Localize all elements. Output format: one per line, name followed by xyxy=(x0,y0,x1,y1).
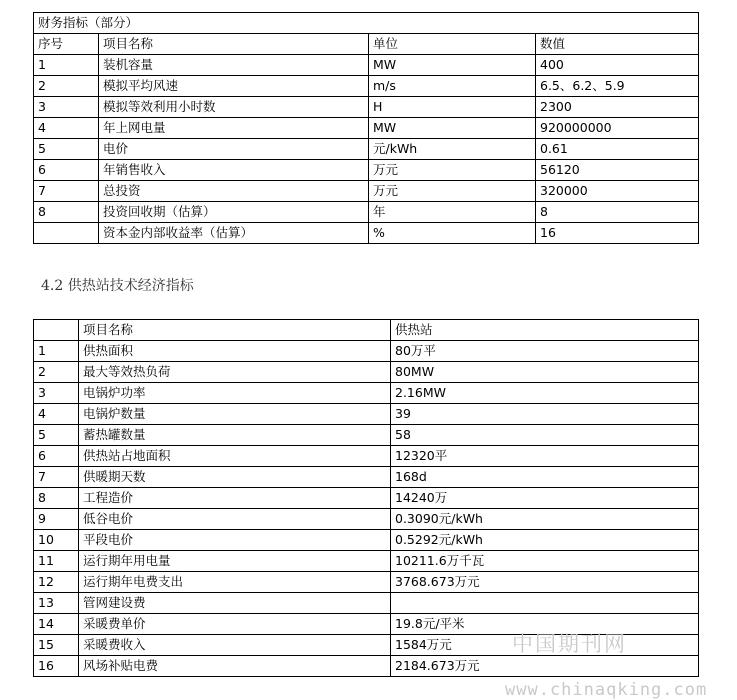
table-row xyxy=(34,593,699,614)
table-cell: 2.16MW xyxy=(391,383,699,404)
table-cell: m/s xyxy=(369,76,536,97)
table-cell: 14 xyxy=(34,614,79,635)
table-row xyxy=(34,467,699,488)
table-cell: 56120 xyxy=(536,160,699,181)
table-cell: 400 xyxy=(536,55,699,76)
table-row xyxy=(34,223,699,244)
table-row xyxy=(34,341,699,362)
table-cell: 16 xyxy=(536,223,699,244)
table-cell: 9 xyxy=(34,509,79,530)
table-cell: 采暖费单价 xyxy=(79,614,391,635)
table-cell: 万元 xyxy=(369,160,536,181)
table-cell: 1584万元 xyxy=(391,635,699,656)
table-row xyxy=(34,362,699,383)
table-row xyxy=(34,202,699,223)
table-cell: 管网建设费 xyxy=(79,593,391,614)
table-row xyxy=(34,551,699,572)
table-row xyxy=(34,488,699,509)
table-cell: 模拟等效利用小时数 xyxy=(99,97,369,118)
table-cell: 7 xyxy=(34,181,99,202)
table-cell: 2300 xyxy=(536,97,699,118)
table-cell: 168d xyxy=(391,467,699,488)
table-header-row xyxy=(34,34,699,55)
table-cell: 7 xyxy=(34,467,79,488)
table-cell: 0.61 xyxy=(536,139,699,160)
table-cell: 10 xyxy=(34,530,79,551)
table-cell: 8 xyxy=(536,202,699,223)
table-cell: 12320平 xyxy=(391,446,699,467)
table-cell: 13 xyxy=(34,593,79,614)
table-row xyxy=(34,404,699,425)
header-cell: 供热站 xyxy=(391,320,699,341)
table-header-row xyxy=(34,320,699,341)
table-cell: 电锅炉功率 xyxy=(79,383,391,404)
table-cell: H xyxy=(369,97,536,118)
table-cell: 1 xyxy=(34,341,79,362)
table-row xyxy=(34,139,699,160)
table-cell: 年上网电量 xyxy=(99,118,369,139)
table-cell: 15 xyxy=(34,635,79,656)
table-cell: 资本金内部收益率（估算） xyxy=(99,223,369,244)
table-cell: 8 xyxy=(34,488,79,509)
table-cell: 元/kWh xyxy=(369,139,536,160)
table-cell: 920000000 xyxy=(536,118,699,139)
section-title: 4.2 供热站技术经济指标 xyxy=(41,278,194,294)
table-row xyxy=(34,160,699,181)
table-cell: % xyxy=(369,223,536,244)
table-cell: 320000 xyxy=(536,181,699,202)
table-cell: 投资回收期（估算） xyxy=(99,202,369,223)
table-cell: 工程造价 xyxy=(79,488,391,509)
table-cell: 2 xyxy=(34,362,79,383)
table-row xyxy=(34,383,699,404)
table-cell: 运行期年用电量 xyxy=(79,551,391,572)
table-cell: 4 xyxy=(34,118,99,139)
table-cell: 模拟平均风速 xyxy=(99,76,369,97)
table-cell: 3768.673万元 xyxy=(391,572,699,593)
watermark-logo-text: 中国期刊网 xyxy=(512,632,627,656)
table-cell: 万元 xyxy=(369,181,536,202)
table-cell: 总投资 xyxy=(99,181,369,202)
header-cell: 数值 xyxy=(536,34,699,55)
table-cell: 4 xyxy=(34,404,79,425)
table-row xyxy=(34,446,699,467)
table-cell xyxy=(34,223,99,244)
table-cell: 0.5292元/kWh xyxy=(391,530,699,551)
table-row xyxy=(34,55,699,76)
table-row xyxy=(34,118,699,139)
table-cell: 电价 xyxy=(99,139,369,160)
header-cell: 项目名称 xyxy=(99,34,369,55)
table-cell: 年 xyxy=(369,202,536,223)
table-cell: 蓄热罐数量 xyxy=(79,425,391,446)
table-cell: 电锅炉数量 xyxy=(79,404,391,425)
table-cell: 6 xyxy=(34,446,79,467)
table-cell: 采暖费收入 xyxy=(79,635,391,656)
table-row xyxy=(34,76,699,97)
financial-indicators-table xyxy=(33,12,699,244)
table-cell: 11 xyxy=(34,551,79,572)
table-cell: 5 xyxy=(34,139,99,160)
table-cell: 3 xyxy=(34,383,79,404)
watermark-url: www.chinaqking.com xyxy=(505,680,708,700)
header-cell: 单位 xyxy=(369,34,536,55)
table-cell: 供暖期天数 xyxy=(79,467,391,488)
table-cell: 6.5、6.2、5.9 xyxy=(536,76,699,97)
table-cell: MW xyxy=(369,55,536,76)
table-cell: 5 xyxy=(34,425,79,446)
table-cell: 0.3090元/kWh xyxy=(391,509,699,530)
table-cell: 80MW xyxy=(391,362,699,383)
table-cell: 1 xyxy=(34,55,99,76)
header-cell: 序号 xyxy=(34,34,99,55)
table-cell: 12 xyxy=(34,572,79,593)
table-cell: 年销售收入 xyxy=(99,160,369,181)
table-row xyxy=(34,181,699,202)
table-row xyxy=(34,97,699,118)
table-cell: 6 xyxy=(34,160,99,181)
table-cell: 低谷电价 xyxy=(79,509,391,530)
table-row xyxy=(34,572,699,593)
table-cell: 运行期年电费支出 xyxy=(79,572,391,593)
table-caption-row xyxy=(34,13,699,34)
table-cell: 风场补贴电费 xyxy=(79,656,391,677)
header-cell xyxy=(34,320,79,341)
table-cell: 供热面积 xyxy=(79,341,391,362)
table-cell: 8 xyxy=(34,202,99,223)
table-cell: 10211.6万千瓦 xyxy=(391,551,699,572)
table-cell: 58 xyxy=(391,425,699,446)
table-caption: 财务指标（部分） xyxy=(34,13,699,34)
table-cell: 16 xyxy=(34,656,79,677)
table-cell: MW xyxy=(369,118,536,139)
table-cell: 装机容量 xyxy=(99,55,369,76)
table-cell: 14240万 xyxy=(391,488,699,509)
table-row xyxy=(34,656,699,677)
table-cell: 19.8元/平米 xyxy=(391,614,699,635)
table-cell: 3 xyxy=(34,97,99,118)
header-cell: 项目名称 xyxy=(79,320,391,341)
table-cell: 最大等效热负荷 xyxy=(79,362,391,383)
heating-station-table xyxy=(33,319,699,677)
table-row xyxy=(34,425,699,446)
table-row xyxy=(34,509,699,530)
table-cell: 平段电价 xyxy=(79,530,391,551)
table-row xyxy=(34,530,699,551)
table-cell: 2184.673万元 xyxy=(391,656,699,677)
table-cell: 2 xyxy=(34,76,99,97)
table-cell: 39 xyxy=(391,404,699,425)
table-cell xyxy=(391,593,699,614)
table-cell: 供热站占地面积 xyxy=(79,446,391,467)
table-cell: 80万平 xyxy=(391,341,699,362)
